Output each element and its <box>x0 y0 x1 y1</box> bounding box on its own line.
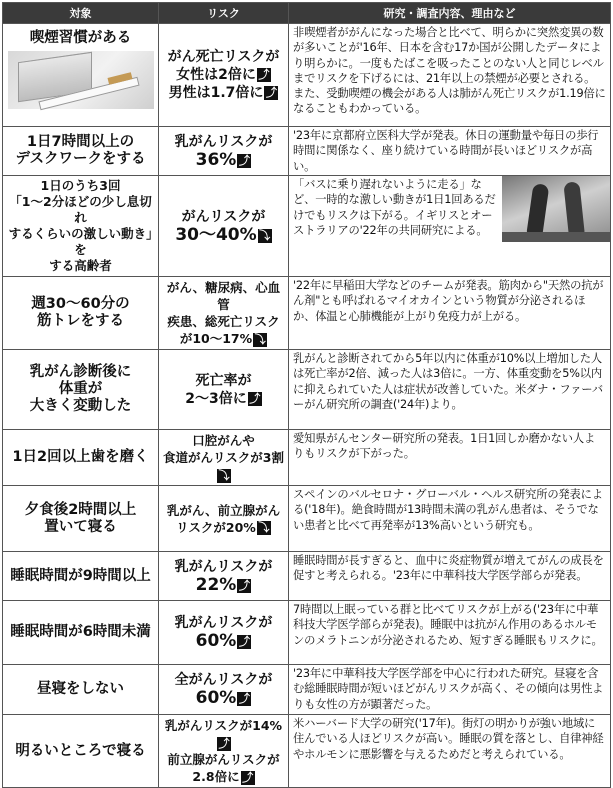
risk-line: 女性は2倍に <box>176 67 256 83</box>
risk-line: がんリスクが <box>181 208 266 225</box>
row-desc: 乳がんと診断されてから5年以内に体重が10%以上増加した人は死亡率が2倍、減った人は3倍に。一方、体重変動を5%以内に抑えられていた人は症状が改善していた。米ダナ・ファーバーがん研究所の調査('24年)より。 <box>289 350 611 430</box>
row-desc: スペインのバルセロナ・グローバル・ヘルス研究所の発表による('18年)。絶食時間が13時間未満の乳がん患者は、そうでない患者と比べて再発率が13%高いという研究も。 <box>289 486 611 552</box>
row-target <box>3 350 159 430</box>
target-line: するくらいの激しい動き」を <box>8 226 153 257</box>
risk-line: 食道がんリスクが3割 <box>163 450 284 465</box>
row-desc: 米ハーバード大学の研究('17年)。街灯の明かりが強い地域に住んでいる人ほどリスクが高い。睡眠の質を落とし、自律神経やホルモンに悪影響を与えるためだと考えられている。 <box>289 715 611 788</box>
target-line: 「1〜2分ほどの少し息切れ <box>9 194 152 225</box>
row-target <box>3 176 159 277</box>
row-target <box>3 277 159 350</box>
table-row <box>3 277 611 350</box>
row-desc: 非喫煙者ががんになった場合と比べて、明らかに突然変異の数が多いことが'16年、日本を含む17か国が公開したデータにより明らかに。一度もたばこを吸ったことのない人と同じレベルまでリスクを下げるには、21年以上の禁煙が必要とされる。また、受動喫煙の機会がある人は肺がん死亡リスクが1.19倍になることもわかっている。 <box>289 24 611 127</box>
target-line: デスクワークをする <box>15 151 146 167</box>
row-risk <box>159 552 289 601</box>
row-risk <box>159 24 289 127</box>
row-desc: '23年に中華科技大学医学部を中心に行われた研究。昼寝を含む総睡眠時間が短いほどがんリスクが高く、その傾向は男性よりも女性の方が顕著だった。 <box>289 665 611 715</box>
risk-line: 2〜3倍に <box>185 390 247 407</box>
row-target <box>3 552 159 601</box>
table-row <box>3 715 611 788</box>
row-target <box>3 127 159 176</box>
risk-line: 60% <box>195 688 237 708</box>
row-risk <box>159 601 289 665</box>
target-line: 夕食後2時間以上 <box>24 501 137 518</box>
risk-line: 前立腺がんリスクが <box>167 752 280 767</box>
table-row <box>3 486 611 552</box>
arrow-up-icon: ⤴ <box>265 86 277 99</box>
row-risk <box>159 665 289 715</box>
risk-line: 死亡率が <box>195 372 252 389</box>
row-desc: '22年に早稲田大学などのチームが発表。筋肉から"天然の抗がん剤"とも呼ばれるマイオカインという物質が分泌されるほか、体温と心肺機能が上がり免疫力が上がる。 <box>289 277 611 350</box>
risk-line: 22% <box>195 574 237 595</box>
row-target <box>3 665 159 715</box>
arrow-up-icon: ⤴ <box>218 736 230 750</box>
arrow-up-icon: ⤴ <box>238 692 250 705</box>
row-target <box>3 430 159 486</box>
risk-line: 乳がんリスクが <box>174 133 273 150</box>
row-risk <box>159 277 289 350</box>
row-risk <box>159 176 289 277</box>
target-line: 体重が <box>58 381 103 397</box>
row-risk <box>159 127 289 176</box>
cigarette-photo <box>8 51 154 109</box>
target-line: する高齢者 <box>49 258 112 273</box>
header-desc: 研究・調査内容、理由など <box>289 3 611 24</box>
target-line: 乳がん診断後に <box>29 364 132 380</box>
risk-line: リスクが20% <box>176 519 256 535</box>
risk-line: 全がんリスクが <box>174 672 273 688</box>
arrow-up-icon: ⤴ <box>242 770 254 784</box>
arrow-down-icon: ⤵ <box>254 332 266 346</box>
target-line: 週30〜60分の <box>31 296 130 312</box>
risk-line: 口腔がんや <box>192 433 255 448</box>
table-row <box>3 665 611 715</box>
target-line: 睡眠時間が6時間未満 <box>10 624 151 640</box>
row-target <box>3 486 159 552</box>
risk-line: 疾患、総死亡リスク <box>167 314 280 329</box>
table-row <box>3 430 611 486</box>
risk-line: がん死亡リスクが <box>167 49 280 65</box>
row-desc: 睡眠時間が長すぎると、血中に炎症物質が増えてがんの成長を促すと考えられる。'23年に中華科技大学医学部らが発表。 <box>289 552 611 601</box>
header-row <box>3 3 611 24</box>
arrow-down-icon: ⤵ <box>258 521 270 534</box>
target-line: 昼寝をしない <box>37 681 124 697</box>
row-desc: '23年に京都府立医科大学が発表。休日の運動量や毎日の歩行時間に関係なく、座り続けている時間が長いほどリスクが高い。 <box>289 127 611 176</box>
risk-line: 乳がんリスクが <box>174 558 273 575</box>
row-target <box>3 601 159 665</box>
arrow-up-icon: ⤴ <box>249 391 261 405</box>
row-desc <box>289 176 611 277</box>
row-desc: 愛知県がんセンター研究所の発表。1日1回しか磨かない人よりもリスクが下がった。 <box>289 430 611 486</box>
table-row <box>3 176 611 277</box>
risk-line: 乳がんリスクが14% <box>164 718 283 733</box>
target-line: 1日2回以上歯を磨く <box>12 449 149 465</box>
target-line: 喫煙習慣がある <box>29 30 132 46</box>
risk-line: 30〜40% <box>175 224 257 245</box>
target-line: 筋トレをする <box>37 313 124 329</box>
row-target <box>3 24 159 127</box>
risk-line: 36% <box>195 149 237 170</box>
risk-line: 男性は1.7倍に <box>168 85 264 101</box>
table-row <box>3 601 611 665</box>
table-row <box>3 350 611 430</box>
row-target <box>3 715 159 788</box>
table-row <box>3 127 611 176</box>
table-row <box>3 552 611 601</box>
table-row <box>3 24 611 127</box>
header-target: 対象 <box>3 3 159 24</box>
target-line: 大きく変動した <box>29 398 132 414</box>
target-line: 明るいところで寝る <box>15 742 146 759</box>
arrow-up-icon: ⤴ <box>238 635 250 648</box>
risk-line: 60% <box>195 631 237 651</box>
target-line: 1日のうち3回 <box>40 178 121 193</box>
arrow-down-icon: ⤵ <box>259 228 271 242</box>
risk-line: 乳がんリスクが <box>174 615 273 631</box>
header-risk: リスク <box>159 3 289 24</box>
risk-line: 乳がん、前立腺がん <box>166 502 281 518</box>
arrow-up-icon: ⤴ <box>238 153 250 167</box>
row-risk <box>159 486 289 552</box>
target-line: 1日7時間以上の <box>26 134 135 150</box>
arrow-up-icon: ⤴ <box>238 578 250 592</box>
target-line: 睡眠時間が9時間以上 <box>10 567 151 584</box>
desc-text: 「バスに乗り遅れないように走る」など、一時的な激しい動きが1日1回あるだけでもリスクは下がる。イギリスとオーストラリアの'22年の共同研究による。 <box>293 178 496 237</box>
runners-photo <box>502 176 610 242</box>
row-risk <box>159 430 289 486</box>
target-line: 置いて寝る <box>44 518 117 535</box>
risk-line: 2.8倍に <box>192 769 240 784</box>
risk-line: がん、糖尿病、心血管 <box>166 280 281 312</box>
risk-line: が10〜17% <box>179 331 253 346</box>
row-desc: 7時間以上眠っている群と比べてリスクが上がる('23年に中華科技大学医学部らが発表)。睡眠中は抗がん作用のあるホルモンのメラトニンが分泌されるため、短すぎる睡眠もリスクに。 <box>289 601 611 665</box>
row-risk <box>159 715 289 788</box>
arrow-down-icon: ⤵ <box>218 468 230 482</box>
risk-table <box>2 2 611 788</box>
arrow-up-icon: ⤴ <box>258 68 270 81</box>
row-risk <box>159 350 289 430</box>
